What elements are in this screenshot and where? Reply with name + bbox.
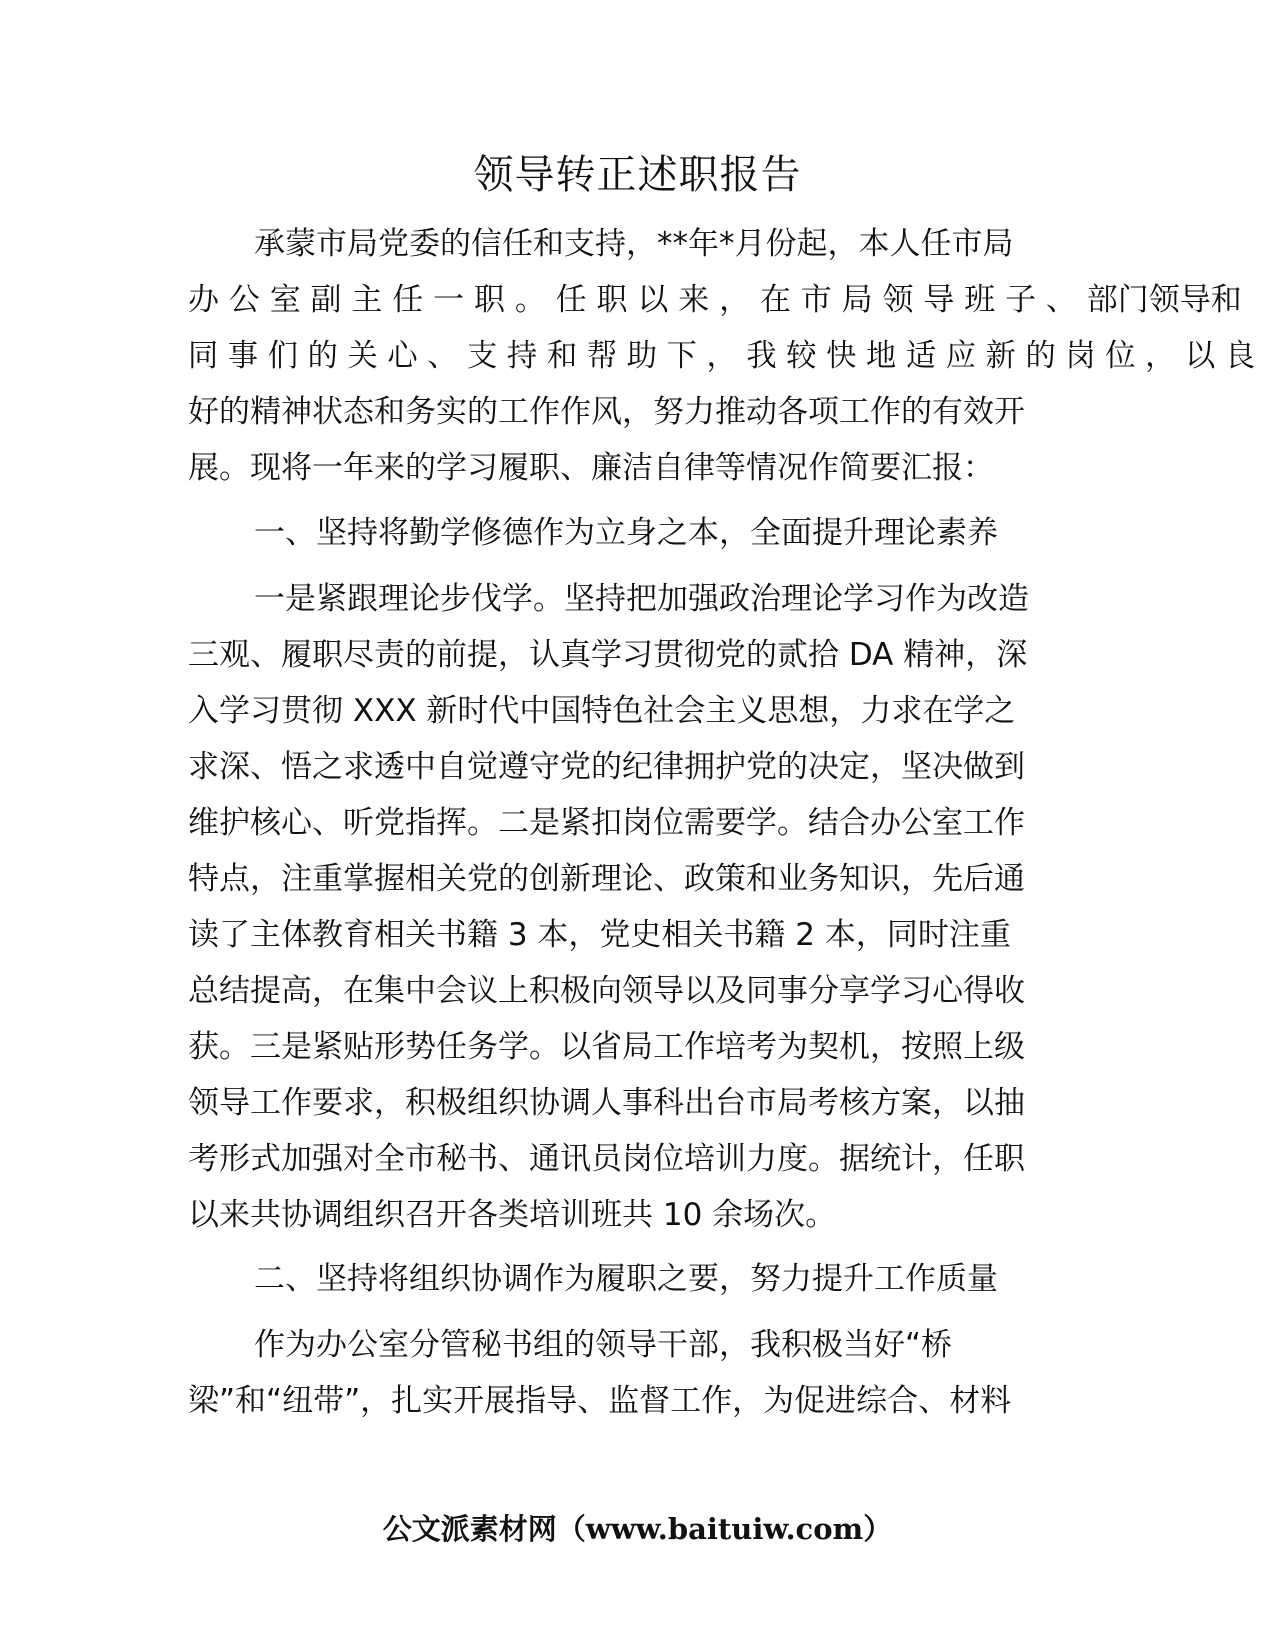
paragraph-line: 读了主体教育相关书籍 3 本，党史相关书籍 2 本，同时注重 — [188, 917, 1011, 953]
section-heading: 二、坚持将组织协调作为履职之要，努力提升工作质量 — [254, 1261, 998, 1297]
paragraph-line: 维护核心、听党指挥。二是紧扣岗位需要学。结合办公室工作 — [188, 805, 1025, 841]
paragraph-line: 三观、履职尽责的前提，认真学习贯彻党的贰拾 DA 精神，深 — [188, 637, 1028, 673]
document-title: 领导转正述职报告 — [473, 152, 802, 198]
paragraph-line: 梁”和“纽带”，扎实开展指导、监督工作，为促进综合、材料 — [188, 1383, 1012, 1419]
paragraph-line: 总结提高，在集中会议上积极向领导以及同事分享学习心得收 — [188, 973, 1025, 1009]
section-heading: 一、坚持将勤学修德作为立身之本，全面提升理论素养 — [254, 515, 998, 551]
paragraph-line: 求深、悟之求透中自觉遵守党的纪律拥护党的决定，坚决做到 — [188, 749, 1025, 785]
paragraph-line: 领导工作要求，积极组织协调人事科出台市局考核方案，以抽 — [188, 1085, 1025, 1121]
footer-watermark: 公文派素材网（www.baituiw.com） — [382, 1512, 893, 1546]
paragraph-line: 办 公 室 副 主 任 一 职 。 任 职 以 来 ， 在 市 局 领 导 班 子 、 部门领导和 — [188, 282, 1242, 318]
paragraph-line: 好的精神状态和务实的工作作风，努力推动各项工作的有效开 — [188, 394, 1025, 430]
paragraph-line: 考形式加强对全市秘书、通讯员岗位培训力度。据统计，任职 — [188, 1141, 1025, 1177]
paragraph-line: 一是紧跟理论步伐学。坚持把加强政治理论学习作为改造 — [254, 581, 1029, 617]
paragraph-line: 入学习贯彻 XXX 新时代中国特色社会主义思想，力求在学之 — [188, 693, 1016, 729]
paragraph-line: 展。现将一年来的学习履职、廉洁自律等情况作简要汇报： — [188, 450, 994, 486]
paragraph-line: 同 事 们 的 关 心 、 支 持 和 帮 助 下 ， 我 较 快 地 适 应 新 的 岗 位 ， 以 良 — [188, 338, 1256, 374]
paragraph-line: 特点，注重掌握相关党的创新理论、政策和业务知识，先后通 — [188, 861, 1025, 897]
paragraph-line: 承蒙市局党委的信任和支持，**年*月份起，本人任市局 — [254, 226, 1014, 262]
paragraph-line: 以来共协调组织召开各类培训班共 10 余场次。 — [188, 1197, 837, 1233]
paragraph-line: 作为办公室分管秘书组的领导干部，我积极当好“桥 — [254, 1327, 953, 1363]
paragraph-line: 获。三是紧贴形势任务学。以省局工作培考为契机，按照上级 — [188, 1029, 1025, 1065]
